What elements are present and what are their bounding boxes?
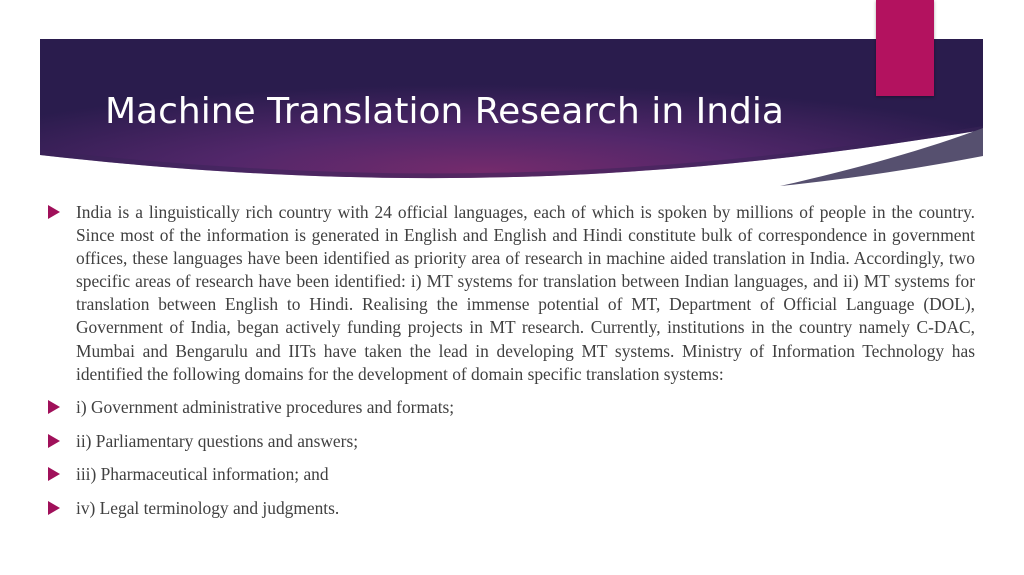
bullet-text: iii) Pharmaceutical information; and xyxy=(76,464,329,485)
title-banner xyxy=(0,0,1024,200)
bullet-item-pharmaceutical xyxy=(46,463,975,486)
bullet-text: India is a linguistically rich country with 24 official languages, each of which is spoken by millions of people in the country. Since most of the information is generated in English and English and Hindi constitute bulk of correspondence in government offices, these languages have been identified as priority area of research in machine aided translation in India. Accordingly, two specific areas of research have been identified: i) MT systems for translation between Indian languages, and ii) MT systems for translation between English to Hindi. Realising the immense potential of MT, Department of Official Language (DOL), Government of India, began actively funding projects in MT research. Currently, institutions in the country namely C-DAC, Mumbai and Bengarulu and IITs have taken the lead in developing MT systems. Ministry of Information Technology has identified the following domains for the development of domain specific translation systems: xyxy=(76,202,975,384)
accent-tab xyxy=(876,0,934,96)
triangle-right-icon xyxy=(48,400,60,414)
bullet-item-government xyxy=(46,396,975,419)
bullet-list xyxy=(46,201,975,520)
slide-title: Machine Translation Research in India xyxy=(105,91,784,132)
triangle-right-icon xyxy=(48,501,60,515)
bullet-item-legal xyxy=(46,497,975,520)
triangle-right-icon xyxy=(48,434,60,448)
bullet-item-intro xyxy=(46,201,975,386)
bullet-text: iv) Legal terminology and judgments. xyxy=(76,498,340,519)
bullet-item-parliamentary xyxy=(46,430,975,453)
triangle-right-icon xyxy=(48,205,60,219)
bullet-text: i) Government administrative procedures and formats; xyxy=(76,397,455,418)
bullet-text: ii) Parliamentary questions and answers; xyxy=(76,430,359,451)
triangle-right-icon xyxy=(48,467,60,481)
